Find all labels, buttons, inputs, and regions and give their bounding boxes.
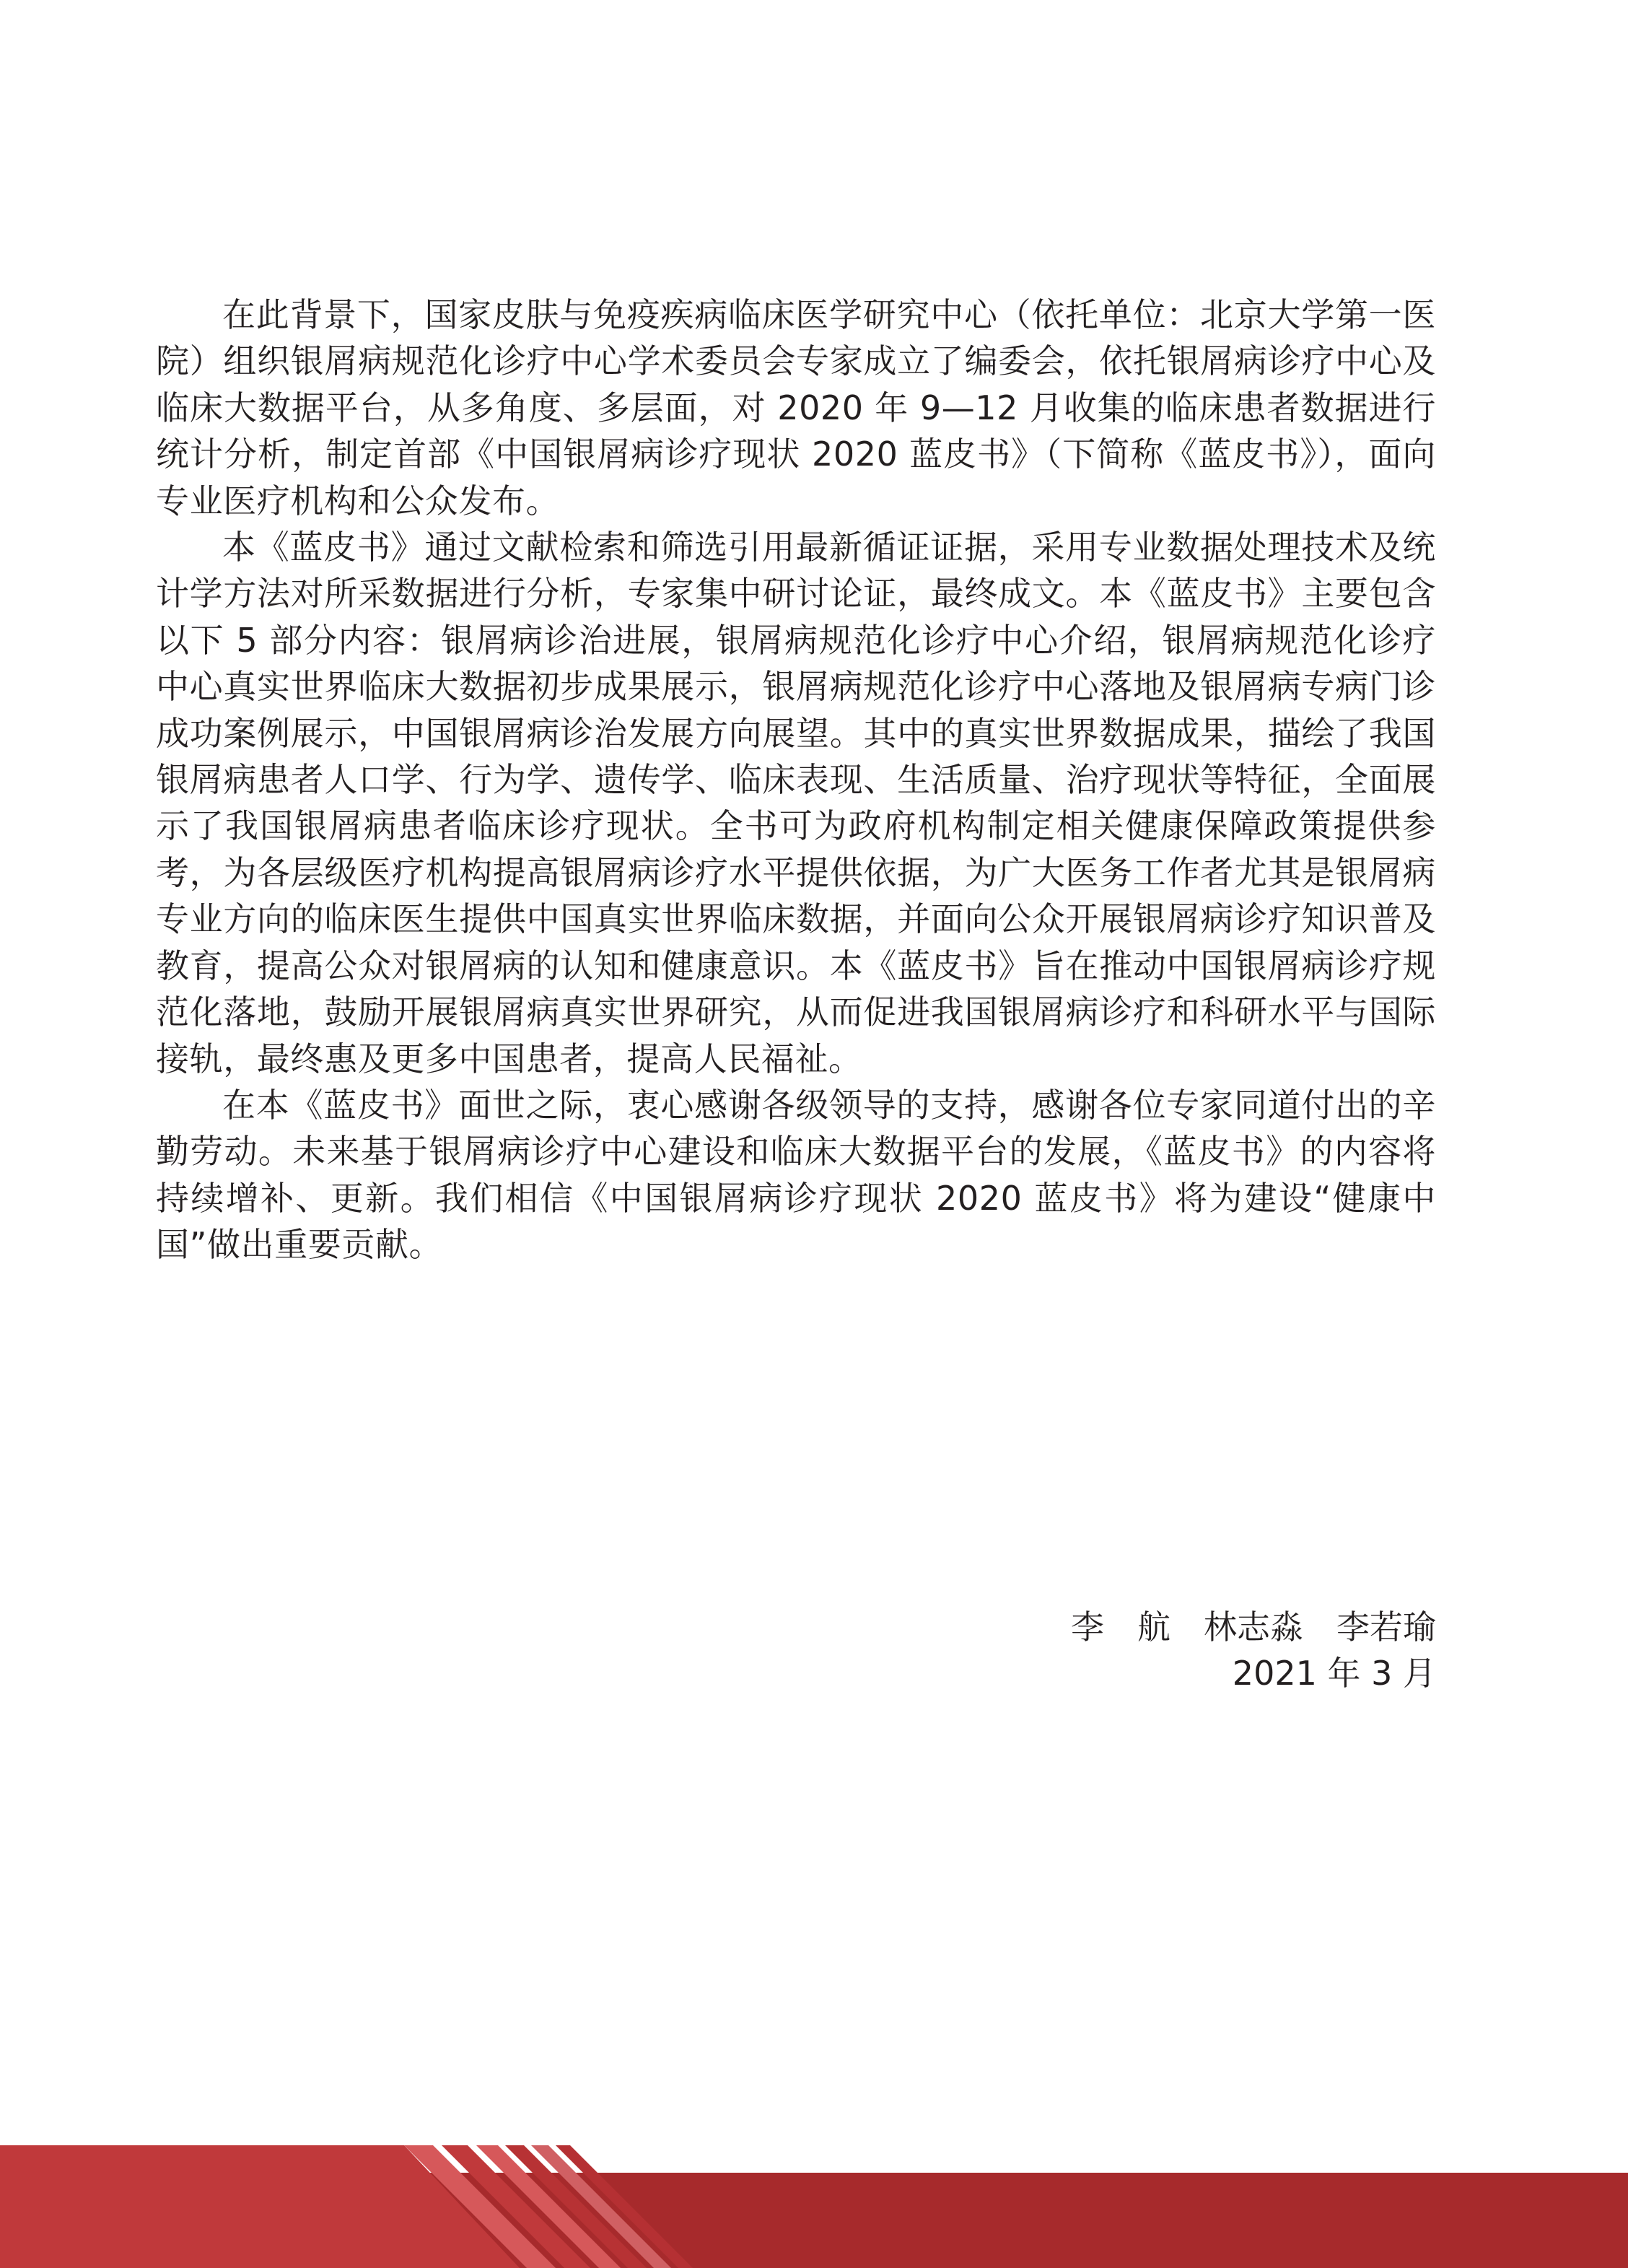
signature-authors: 李 航 林志淼 李若瑜 [1071,1608,1436,1647]
paragraph-contents: 本《蓝皮书》通过文献检索和筛选引用最新循证证据，采用专业数据处理技术及统计学方法对所采数据进行分析，专家集中研讨论证，最终成文。本《蓝皮书》主要包含以下 5 部分内容：银屑病诊治进展，银屑病规范化诊疗中心介绍，银屑病规范化诊疗中心真实世界临床大数据初步成果展示，银屑病规范化诊疗中心落地及银屑病专病门诊成功案例展示，中国银屑病诊治发展方向展望。其中的真实世界数据成果，描绘了我国银屑病患者人口学、行为学、遗传学、临床表现、生活质量、治疗现状等特征，全面展示了我国银屑病患者临床诊疗现状。全书可为政府机构制定相关健康保障政策提供参考，为各层级医疗机构提高银屑病诊疗水平提供依据，为广大医务工作者尤其是银屑病专业方向的临床医生提供中国真实世界临床数据，并面向公众开展银屑病诊疗知识普及教育，提高公众对银屑病的认知和健康意识。本《蓝皮书》旨在推动中国银屑病诊疗规范化落地，鼓励开展银屑病真实世界研究，从而促进我国银屑病诊疗和科研水平与国际接轨，最终惠及更多中国患者，提高人民福祉。 [156,528,1436,1078]
paragraph-background: 在此背景下，国家皮肤与免疫疾病临床医学研究中心（依托单位：北京大学第一医院）组织银屑病规范化诊疗中心学术委员会专家成立了编委会，依托银屑病诊疗中心及临床大数据平台，从多角度、多层面，对 2020 年 9—12 月收集的临床患者数据进行统计分析，制定首部《中国银屑病诊疗现状 2020 蓝皮书》（下简称《蓝皮书》），面向专业医疗机构和公众发布。 [156,295,1436,520]
footer-band [0,2145,1628,2268]
footer-stripes-graphic [0,2145,1628,2268]
paragraph-acknowledgement: 在本《蓝皮书》面世之际，衷心感谢各级领导的支持，感谢各位专家同道付出的辛勤劳动。未来基于银屑病诊疗中心建设和临床大数据平台的发展，《蓝皮书》的内容将持续增补、更新。我们相信《中国银屑病诊疗现状 2020 蓝皮书》将为建设“健康中国”做出重要贡献。 [156,1085,1436,1265]
preface-body [156,292,1436,1268]
signature-block [1071,1604,1436,1696]
signature-date: 2021 年 3 月 [1232,1654,1436,1693]
